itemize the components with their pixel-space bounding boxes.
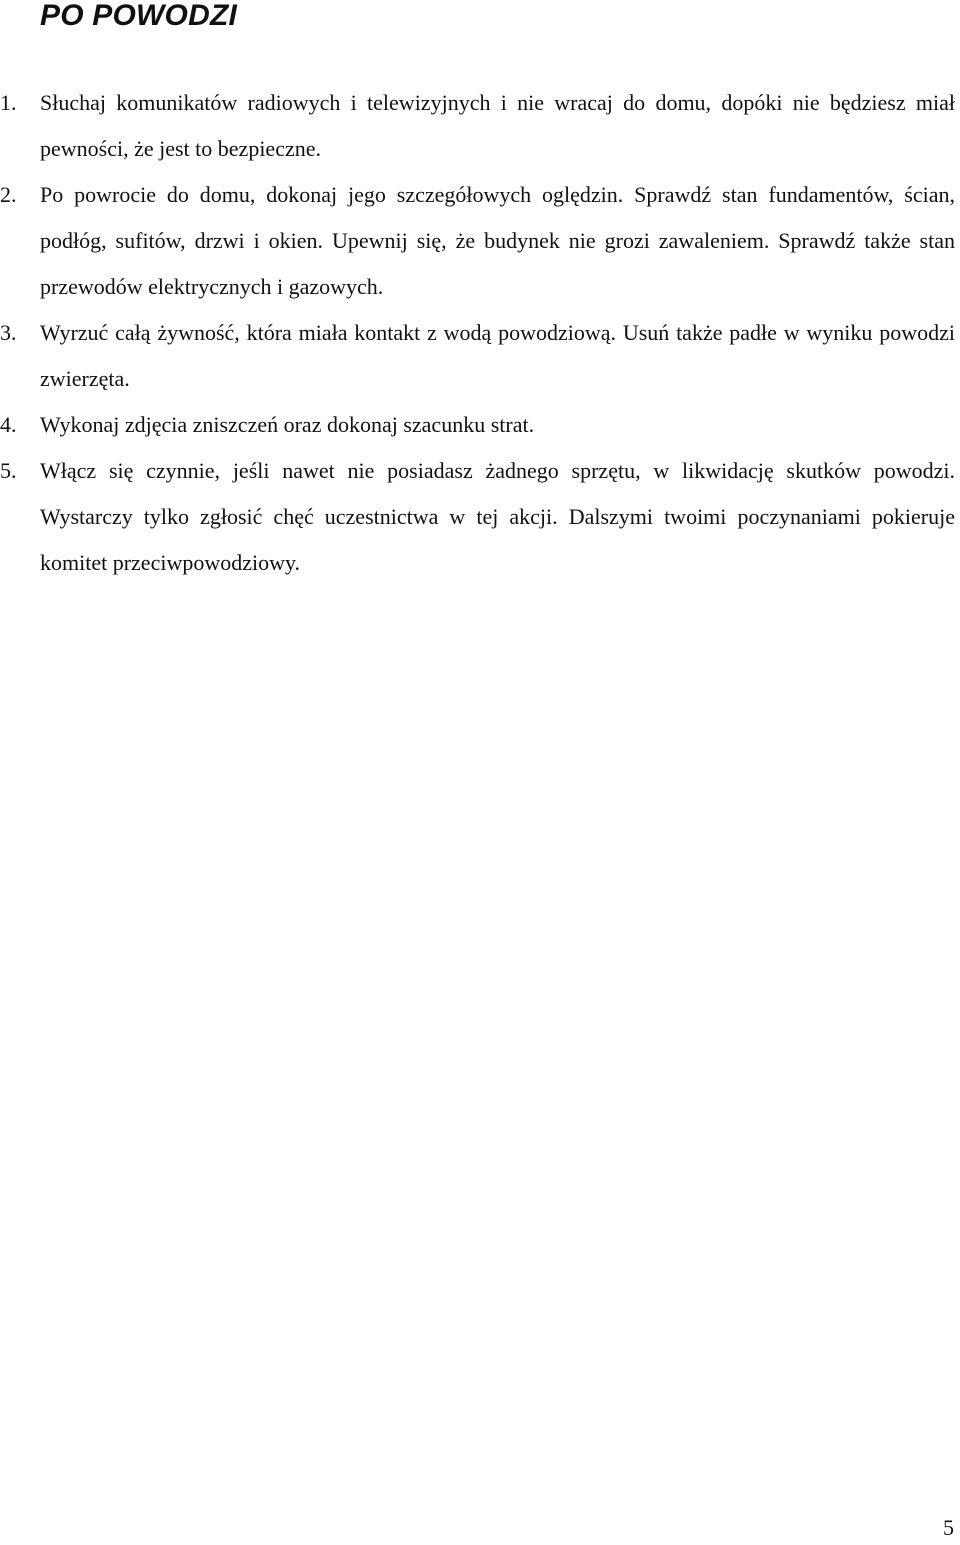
list-item-number: 5. xyxy=(0,458,17,483)
page-title: PO POWODZI xyxy=(40,0,237,32)
list-item xyxy=(0,80,955,172)
list-item xyxy=(0,402,955,448)
list-item xyxy=(0,310,955,402)
list-item-text: Po powrocie do domu, dokonaj jego szczegółowych oględzin. Sprawdź stan fundamentów, ścian, podłóg, sufitów, drzwi i okien. Upewnij się, że budynek nie grozi zawaleniem. Sprawdź także stan przewodów elektrycznych i gazowych. xyxy=(40,182,955,299)
list-item-number: 2. xyxy=(0,182,17,207)
list-item-text: Słuchaj komunikatów radiowych i telewizyjnych i nie wracaj do domu, dopóki nie będziesz miał pewności, że jest to bezpieczne. xyxy=(40,90,955,161)
list-item-text: Włącz się czynnie, jeśli nawet nie posiadasz żadnego sprzętu, w likwidację skutków powodzi. Wystarczy tylko zgłosić chęć uczestnictwa w tej akcji. Dalszymi twoimi poczynaniami pokieruje komitet przeciwpowodziowy. xyxy=(40,458,955,575)
page-number: 5 xyxy=(943,1515,954,1540)
list-item-number: 1. xyxy=(0,90,17,115)
list-item-text: Wykonaj zdjęcia zniszczeń oraz dokonaj szacunku strat. xyxy=(40,412,535,437)
list-item-number: 4. xyxy=(0,412,17,437)
list-item-text: Wyrzuć całą żywność, która miała kontakt z wodą powodziową. Usuń także padłe w wyniku powodzi zwierzęta. xyxy=(40,320,955,391)
list-item xyxy=(0,172,955,310)
list-item-number: 3. xyxy=(0,320,17,345)
instruction-list xyxy=(0,80,955,586)
list-item xyxy=(0,448,955,586)
